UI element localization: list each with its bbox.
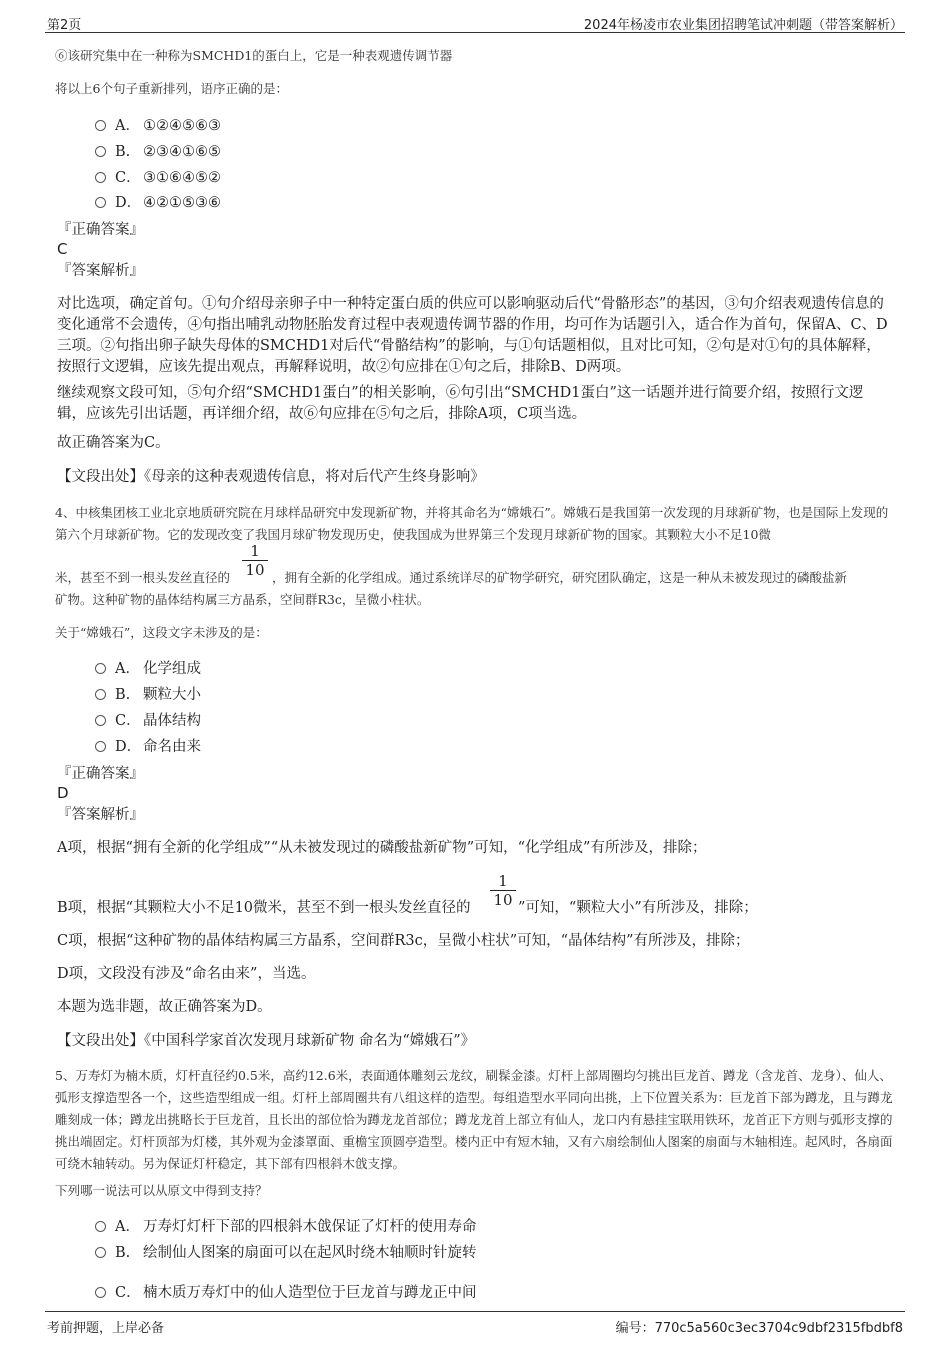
- q4-analysis-label: 『答案解析』: [57, 807, 144, 823]
- document-title: 2024年杨凌市农业集团招聘笔试冲刺题（带答案解析）: [583, 18, 903, 33]
- option-key: D．: [115, 195, 142, 211]
- option-key: B.: [115, 1245, 131, 1261]
- q3-prompt: 将以上6个句子重新排列，语序正确的是：: [55, 81, 288, 96]
- option-text: ③①⑥④⑤②: [143, 170, 221, 186]
- fraction-denominator: 10: [245, 561, 265, 579]
- radio-icon[interactable]: [95, 715, 106, 726]
- q4-analysis-b2: ”可知，“颗粒大小”有所涉及，排除；: [518, 900, 758, 916]
- page-header: [45, 12, 905, 33]
- option-key: C．: [115, 1285, 141, 1301]
- radio-icon[interactable]: [95, 1221, 106, 1232]
- q4-analysis-c: C项，根据“这种矿物的晶体结构属三方晶系，空间群R3c，呈微小柱状”可知，“晶体结构”有所涉及，排除；: [57, 933, 750, 949]
- option-text: 晶体结构: [143, 713, 201, 729]
- q3-analysis-p1: 对比选项，确定首句。①句介绍母亲卵子中一种特定蛋白质的供应可以影响驱动后代“骨骼形态”的基因，③句介绍表观遗传信息的变化通常不会遗传，④句指出哺乳动物胚胎发育过程中表观遗传调节器的作用，均可作为话题引入，适合作为首句，保留A、C、D三项。②句指出卵子缺失母体的SMCHD1对后代“骨骼结构”的影响，与①句话题相似，且对比可知，②句是对①句的具体解释，按照行文逻辑，应该先提出观点，再解释说明，故②句应排在①句之后，排除B、D两项。: [57, 296, 888, 375]
- q5-prompt: 下列哪一说法可以从原文中得到支持？: [55, 1183, 268, 1198]
- option-key: C．: [115, 170, 141, 186]
- q4-analysis-end: 本题为选非题，故正确答案为D。: [57, 999, 272, 1015]
- radio-icon[interactable]: [95, 172, 106, 183]
- q5-option-b[interactable]: [95, 1242, 477, 1264]
- option-text: 化学组成: [143, 661, 201, 677]
- q4-option-d[interactable]: [95, 736, 201, 758]
- q3-option-b[interactable]: [95, 141, 221, 163]
- option-key: B.: [115, 144, 131, 160]
- q4-passage-line2a: 米，甚至不到一根头发丝直径的: [55, 570, 231, 585]
- page-footer: [45, 1311, 905, 1338]
- option-key: A．: [115, 1219, 140, 1235]
- fraction-numerator: 1: [498, 872, 508, 890]
- option-key: A．: [115, 118, 140, 134]
- option-key: A．: [115, 661, 140, 677]
- document-id: 编号：770c5a560c3ec3704c9dbf2315fbdbf8: [615, 1321, 903, 1336]
- q3-answer: C: [57, 240, 68, 258]
- q4-passage-line2b: ，拥有全新的化学组成。通过系统详尽的矿物学研究，研究团队确定，这是一种从未被发现过的磷酸盐新: [272, 570, 848, 585]
- q4-prompt: 关于“嫦娥石”，这段文字未涉及的是：: [55, 625, 268, 640]
- option-text: ①②④⑤⑥③: [143, 118, 221, 134]
- radio-icon[interactable]: [95, 1247, 106, 1258]
- q4-option-b[interactable]: [95, 684, 201, 706]
- q4-option-c[interactable]: [95, 710, 201, 732]
- q5-option-c[interactable]: [95, 1282, 477, 1304]
- q4-analysis-a: A项，根据“拥有全新的化学组成”“从未被发现过的磷酸盐新矿物”可知，“化学组成”有所涉及，排除；: [57, 840, 707, 856]
- q3-analysis-p3: 故正确答案为C。: [57, 435, 170, 451]
- q3-analysis-p2: 继续观察文段可知，⑤句介绍“SMCHD1蛋白”的相关影响，⑥句引出“SMCHD1蛋白”这一话题并进行简要介绍，按照行文逻辑，应该先引出话题，再详细介绍，故⑥句应排在⑤句之后，排除A项，C项当选。: [57, 385, 864, 422]
- option-text: 万寿灯灯杆下部的四根斜木戗保证了灯杆的使用寿命: [143, 1219, 477, 1235]
- option-text: 命名由来: [143, 739, 201, 755]
- q3-answer-label: 『正确答案』: [57, 222, 144, 238]
- fraction-denominator: 10: [493, 891, 513, 909]
- fraction-numerator: 1: [250, 542, 260, 560]
- q4-answer: D: [57, 784, 69, 802]
- q4-source: 【文段出处】《中国科学家首次发现月球新矿物 命名为“嫦娥石”》: [57, 1033, 476, 1049]
- radio-icon[interactable]: [95, 146, 106, 157]
- radio-icon[interactable]: [95, 663, 106, 674]
- q3-source: 【文段出处】《母亲的这种表观遗传信息，将对后代产生终身影响》: [57, 469, 485, 485]
- q3-analysis-label: 『答案解析』: [57, 263, 144, 279]
- option-key: B.: [115, 687, 131, 703]
- q5-option-a[interactable]: [95, 1216, 477, 1238]
- option-text: ②③④①⑥⑤: [143, 144, 221, 160]
- radio-icon[interactable]: [95, 197, 106, 208]
- option-text: ④②①⑤③⑥: [143, 195, 221, 211]
- q3-option-c[interactable]: [95, 167, 221, 189]
- q4-analysis-b1: B项，根据“其颗粒大小不足10微米，甚至不到一根头发丝直径的: [57, 900, 471, 916]
- option-key: C．: [115, 713, 141, 729]
- q4-passage-line1: 4、中核集团核工业北京地质研究院在月球样品研究中发现新矿物，并将其命名为“嫦娥石”。嫦娥石是我国第一次发现的月球新矿物，也是国际上发现的第六个月球新矿物。它的发现改变了我国月球矿物发现历史，使我国成为世界第三个发现月球新矿物的国家。其颗粒大小不足10微: [55, 505, 889, 542]
- q4-answer-label: 『正确答案』: [57, 766, 144, 782]
- option-text: 楠木质万寿灯中的仙人造型位于巨龙首与蹲龙正中间: [143, 1285, 477, 1301]
- option-text: 颗粒大小: [143, 687, 201, 703]
- radio-icon[interactable]: [95, 120, 106, 131]
- radio-icon[interactable]: [95, 1287, 106, 1298]
- fraction: [242, 542, 268, 579]
- option-text: 绘制仙人图案的扇面可以在起风时绕木轴顺时针旋转: [143, 1245, 477, 1261]
- page-number: 第2页: [47, 18, 82, 33]
- q4-passage-line3: 矿物。这种矿物的晶体结构属三方晶系，空间群R3c，呈微小柱状。: [55, 592, 430, 607]
- q4-option-a[interactable]: [95, 658, 201, 680]
- q3-sentence-6: ⑥该研究集中在一种称为SMCHD1的蛋白上，它是一种表观遗传调节器: [55, 48, 453, 63]
- radio-icon[interactable]: [95, 741, 106, 752]
- q5-passage: 5、万寿灯为楠木质，灯杆直径约0.5米，高约12.6米，表面通体雕刻云龙纹，刷髹金漆。灯杆上部周圈均匀挑出巨龙首、蹲龙（含龙首、龙身）、仙人、弧形支撑造型各一个，这些造型组成一组。灯杆上部周圈共有八组这样的造型。每组造型水平同向出挑，上下位置关系为：巨龙首下部为蹲龙，且与蹲龙雕刻成一体；蹲龙出挑略长于巨龙首，且长出的部位恰为蹲龙龙首部位；蹲龙龙首上部立有仙人，龙口内有悬挂宝联用铁环，龙首正下方则与弧形支撑的挑出端固定。灯杆顶部为灯楼，其外观为金漆罩面、重檐宝顶圆亭造型。楼内正中有短木轴，又有六扇绘制仙人图案的扇面与木轴相连。起风时，各扇面可绕木轴转动。另为保证灯杆稳定，其下部有四根斜木戗支撑。: [55, 1068, 893, 1171]
- option-key: D．: [115, 739, 142, 755]
- footer-slogan: 考前押题，上岸必备: [47, 1321, 165, 1336]
- q3-option-a[interactable]: [95, 115, 221, 137]
- q4-analysis-d: D项，文段没有涉及“命名由来”，当选。: [57, 966, 316, 982]
- radio-icon[interactable]: [95, 689, 106, 700]
- q3-option-d[interactable]: [95, 192, 221, 214]
